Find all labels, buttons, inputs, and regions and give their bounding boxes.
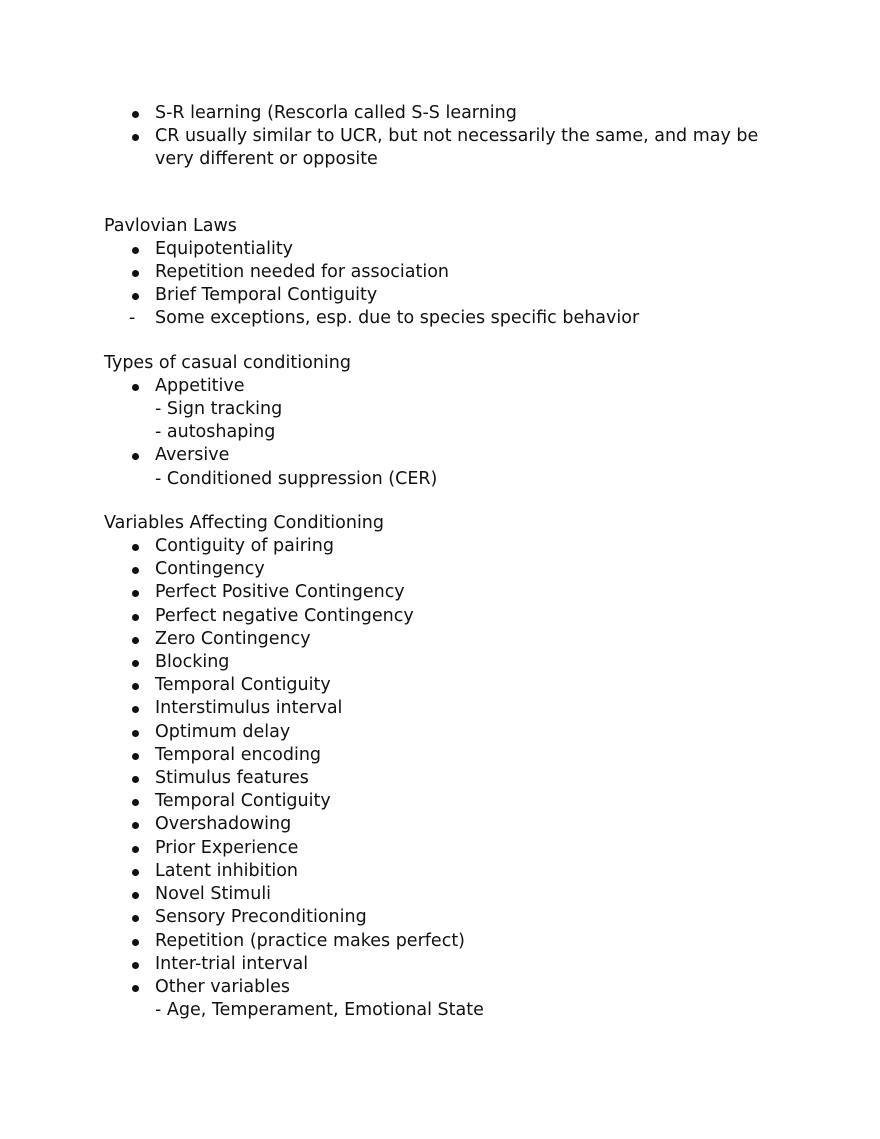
- list-item: Brief Temporal Contiguity: [104, 284, 794, 307]
- list-item: Prior Experience: [104, 837, 794, 860]
- pavlovian-list: [104, 238, 794, 331]
- document-content: [104, 102, 794, 1022]
- variables-list: [104, 535, 794, 1022]
- list-item: Contingency: [104, 558, 794, 581]
- list-item-dash: - Some exceptions, esp. due to species specific behavior: [129, 308, 640, 329]
- list-item: S-R learning (Rescorla called S-S learning: [104, 102, 794, 125]
- list-item: Blocking: [104, 651, 794, 674]
- list-item-aversive: Aversive - Conditioned suppression (CER): [104, 444, 794, 490]
- list-item-appetitive: Appetitive - Sign tracking - autoshaping: [104, 375, 794, 445]
- list-item: Repetition (practice makes perfect): [104, 930, 794, 953]
- section-heading-variables: Variables Affecting Conditioning: [104, 512, 385, 533]
- section-heading-types: Types of casual conditioning: [104, 352, 351, 373]
- list-item: Equipotentiality: [104, 238, 794, 261]
- list-item: Zero Contingency: [104, 628, 794, 651]
- list-item: Temporal Contiguity: [104, 674, 794, 697]
- types-list: [104, 375, 794, 491]
- list-item: Perfect Positive Contingency: [104, 581, 794, 604]
- list-item: Perfect negative Contingency: [104, 605, 794, 628]
- list-item: CR usually similar to UCR, but not necessarily the same, and may be very different or opposite: [104, 125, 794, 171]
- list-item: Latent inhibition: [104, 860, 794, 883]
- list-item: Temporal encoding: [104, 744, 794, 767]
- list-item: Stimulus features: [104, 767, 794, 790]
- list-item-other: Other variables - Age, Temperament, Emotional State: [104, 976, 794, 1022]
- list-item: Repetition needed for association: [104, 261, 794, 284]
- list-item: Novel Stimuli: [104, 883, 794, 906]
- list-item: Optimum delay: [104, 721, 794, 744]
- list-item: Inter-trial interval: [104, 953, 794, 976]
- sub-item: - Conditioned suppression (CER): [155, 468, 438, 489]
- list-item: Overshadowing: [104, 813, 794, 836]
- sub-item: - Age, Temperament, Emotional State: [155, 1000, 484, 1021]
- sub-item: - autoshaping: [155, 422, 276, 443]
- list-item: Temporal Contiguity: [104, 790, 794, 813]
- section-heading-pavlovian: Pavlovian Laws: [104, 215, 237, 236]
- list-item: Interstimulus interval: [104, 697, 794, 720]
- intro-list: [104, 102, 794, 172]
- list-item: Sensory Preconditioning: [104, 906, 794, 929]
- list-item: Contiguity of pairing: [104, 535, 794, 558]
- sub-item: - Sign tracking: [155, 399, 283, 420]
